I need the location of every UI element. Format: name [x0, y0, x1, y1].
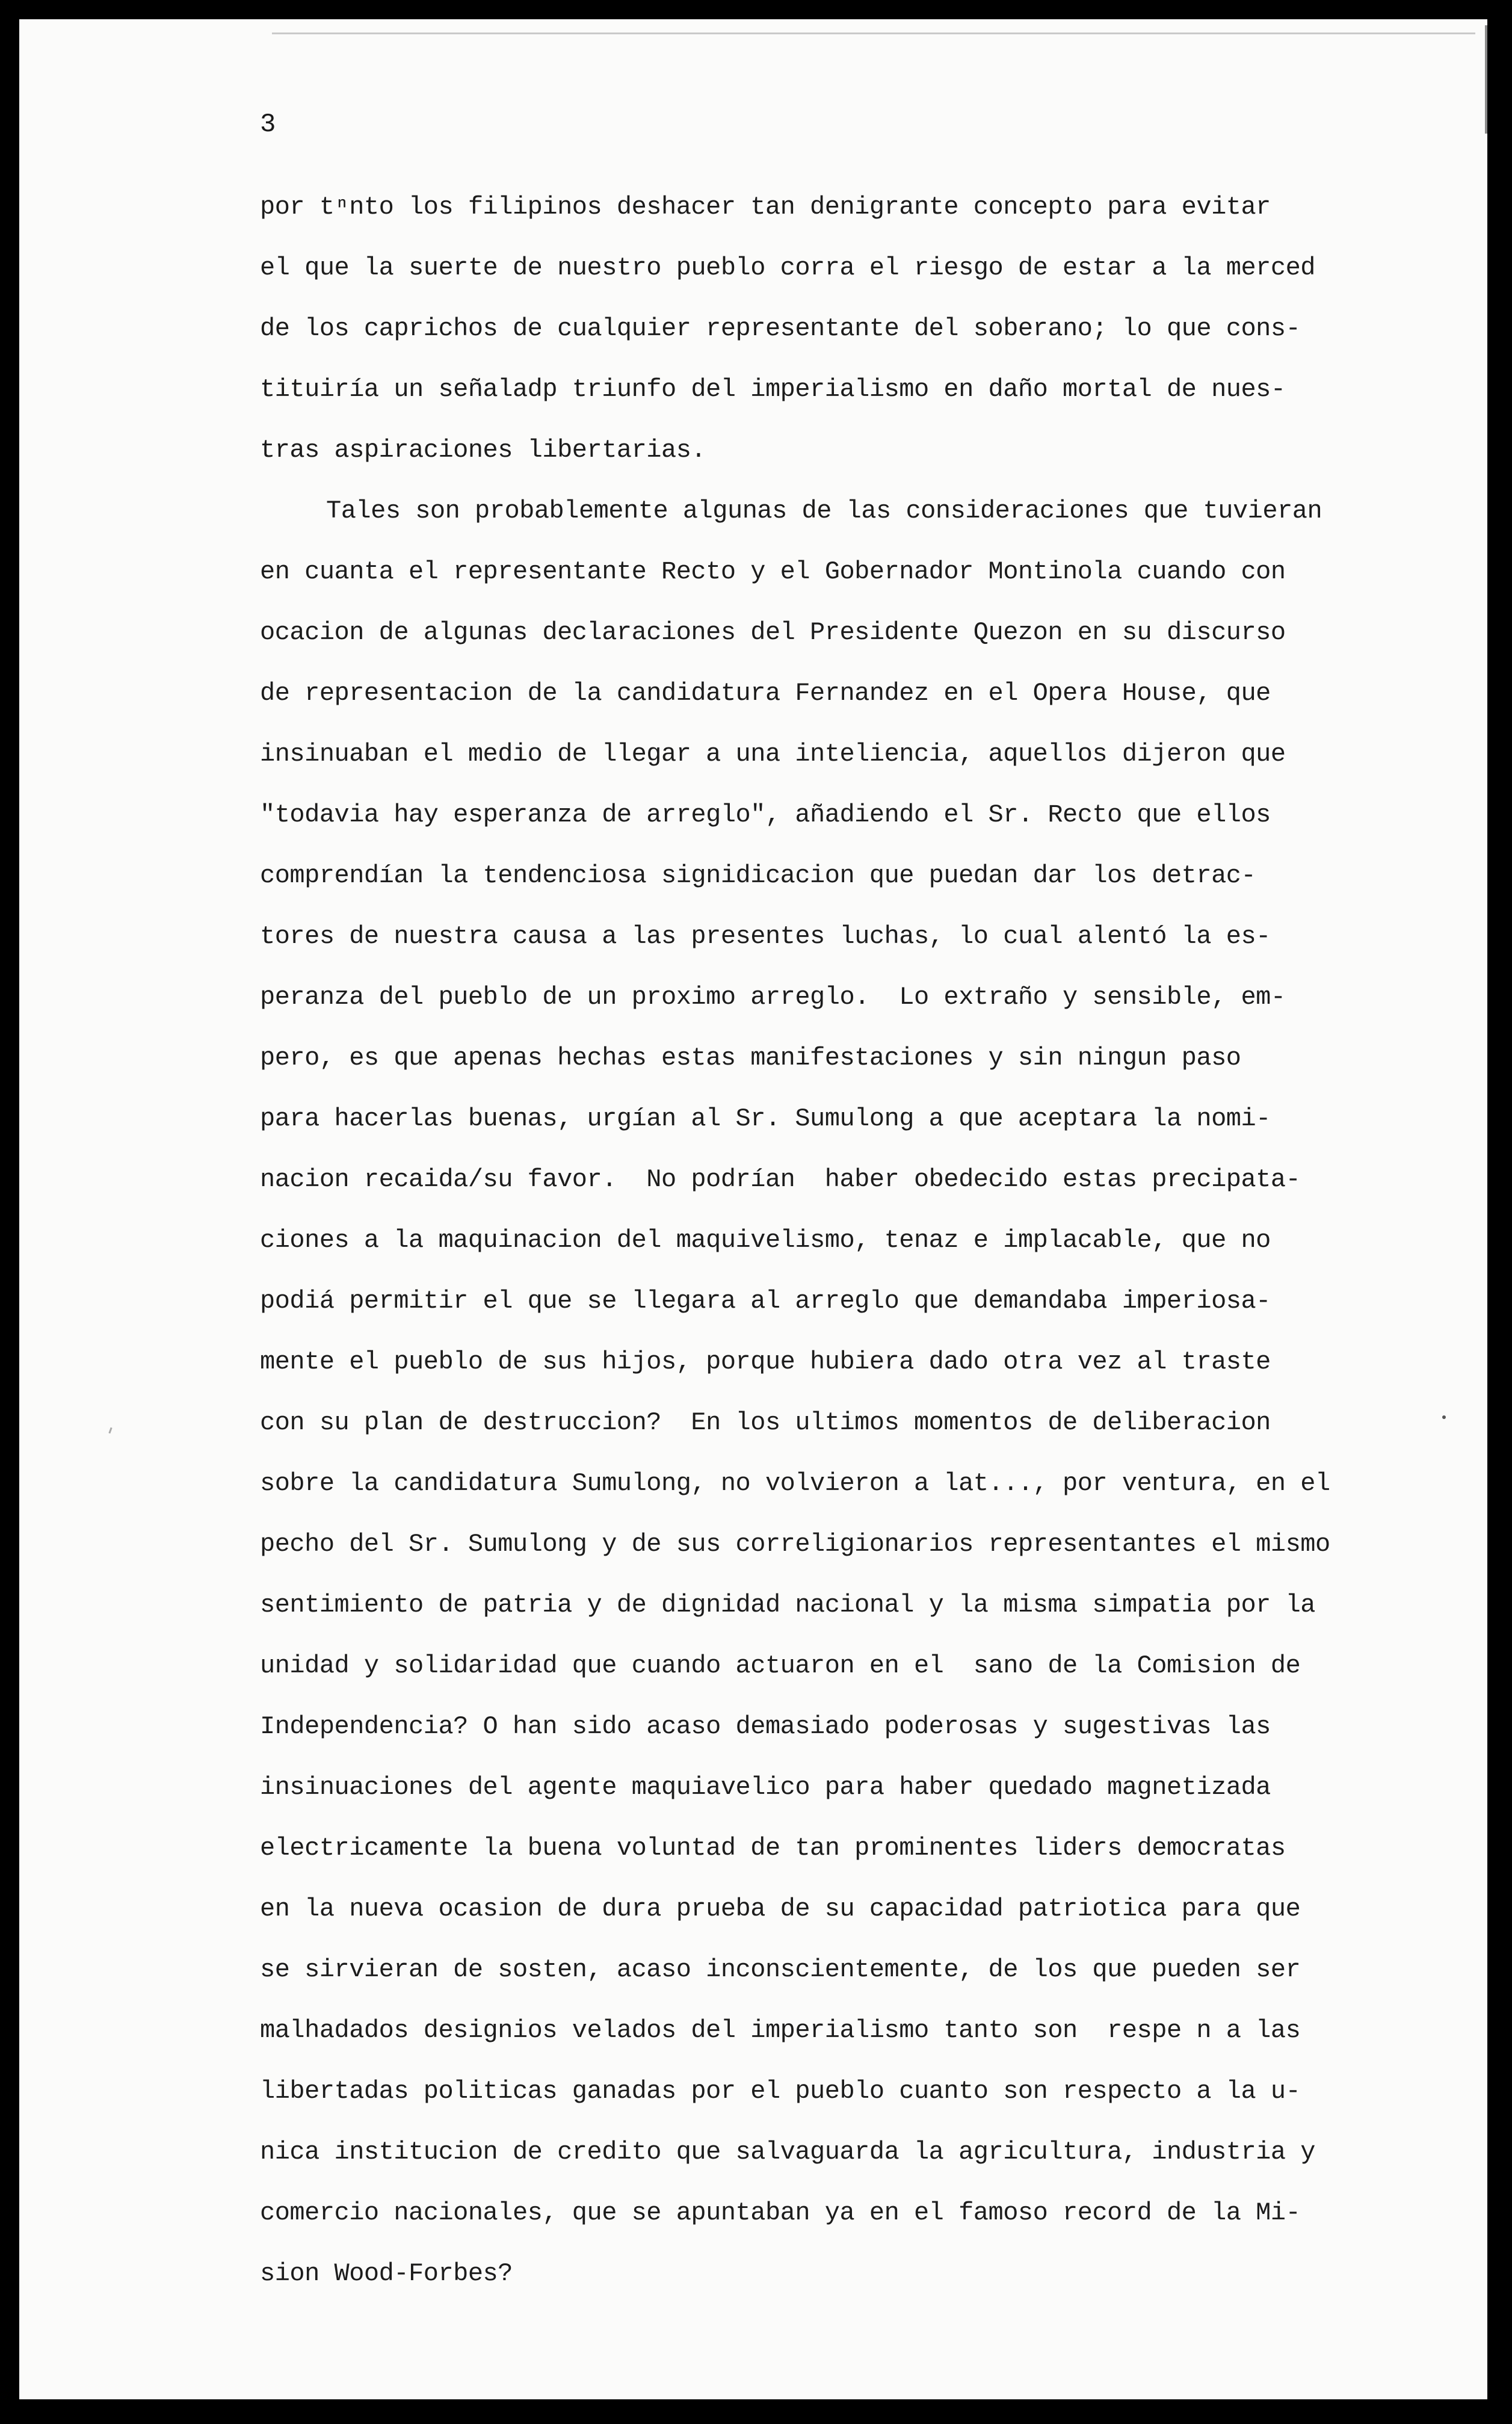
text-line: insinuaban el medio de llegar a una inteliencia, aquellos dijeron que: [260, 740, 1286, 768]
text-line: mente el pueblo de sus hijos, porque hubiera dado otra vez al traste: [260, 1347, 1271, 1376]
text-line: para hacerlas buenas, urgían al Sr. Sumulong a que aceptara la nomi-: [260, 1104, 1271, 1133]
text-line: nacion recaida/su favor. No podrían haber obedecido estas precipata-: [260, 1165, 1301, 1194]
text-line: ocacion de algunas declaraciones del Presidente Quezon en su discurso: [260, 618, 1286, 647]
text-line: comercio nacionales, que se apuntaban ya en el famoso record de la Mi-: [260, 2198, 1301, 2227]
text-line: libertadas politicas ganadas por el pueblo cuanto son respecto a la u-: [260, 2077, 1301, 2106]
text-line: pero, es que apenas hechas estas manifestaciones y sin ningun paso: [260, 1043, 1241, 1072]
text-line: tores de nuestra causa a las presentes luchas, lo cual alentó la es-: [260, 922, 1271, 951]
text-line: "todavia hay esperanza de arreglo", añadiendo el Sr. Recto que ellos: [260, 800, 1271, 829]
text-line: Tales son probablemente algunas de las consideraciones que tuvieran: [326, 496, 1322, 525]
text-line: de representacion de la candidatura Fernandez en el Opera House, que: [260, 679, 1271, 708]
text-line: Independencia? O han sido acaso demasiado poderosas y sugestivas las: [260, 1712, 1271, 1741]
document-page: [19, 19, 1487, 2399]
text-line: tras aspiraciones libertarias.: [260, 436, 706, 465]
top-edge-rule: [272, 32, 1475, 34]
text-line: podiá permitir el que se llegara al arreglo que demandaba imperiosa-: [260, 1287, 1271, 1316]
text-line: sobre la candidatura Sumulong, no volvieron a lat..., por ventura, en el: [260, 1469, 1330, 1498]
text-line: nica institucion de credito que salvaguarda la agricultura, industria y: [260, 2138, 1315, 2166]
text-line: unidad y solidaridad que cuando actuaron en el sano de la Comision de: [260, 1651, 1301, 1680]
typewritten-body: [260, 177, 1403, 2304]
text-line: pecho del Sr. Sumulong y de sus correligionarios representantes el mismo: [260, 1530, 1330, 1559]
text-line: electricamente la buena voluntad de tan prominentes liders democratas: [260, 1834, 1286, 1863]
text-line: insinuaciones del agente maquiavelico para haber quedado magnetizada: [260, 1773, 1271, 1802]
text-line: se sirvieran de sosten, acaso inconscientemente, de los que pueden ser: [260, 1955, 1301, 1984]
page-number: 3: [260, 110, 276, 140]
text-line: sion Wood-Forbes?: [260, 2259, 513, 2288]
text-line: peranza del pueblo de un proximo arreglo. Lo extraño y sensible, em-: [260, 983, 1286, 1012]
text-line: en cuanta el representante Recto y el Gobernador Montinola cuando con: [260, 557, 1286, 586]
text-line: de los caprichos de cualquier representante del soberano; lo que cons-: [260, 314, 1301, 343]
text-line: con su plan de destruccion? En los ultimos momentos de deliberacion: [260, 1408, 1271, 1437]
paper-mark: [108, 1427, 112, 1433]
text-line: ciones a la maquinacion del maquivelismo, tenaz e implacable, que no: [260, 1226, 1271, 1255]
text-line: el que la suerte de nuestro pueblo corra el riesgo de estar a la merced: [260, 253, 1315, 282]
text-line: sentimiento de patria y de dignidad nacional y la misma simpatia por la: [260, 1591, 1315, 1619]
text-line: por tⁿnto los filipinos deshacer tan denigrante concepto para evitar: [260, 193, 1271, 221]
text-line: tituiría un señaladp triunfo del imperialismo en daño mortal de nues-: [260, 375, 1286, 404]
ink-speck: [1442, 1415, 1446, 1419]
text-line: comprendían la tendenciosa signidicacion que puedan dar los detrac-: [260, 861, 1256, 890]
right-edge-mark: [1485, 25, 1487, 134]
text-line: en la nueva ocasion de dura prueba de su capacidad patriotica para que: [260, 1894, 1301, 1923]
text-line: malhadados designios velados del imperialismo tanto son respe n a las: [260, 2016, 1301, 2045]
